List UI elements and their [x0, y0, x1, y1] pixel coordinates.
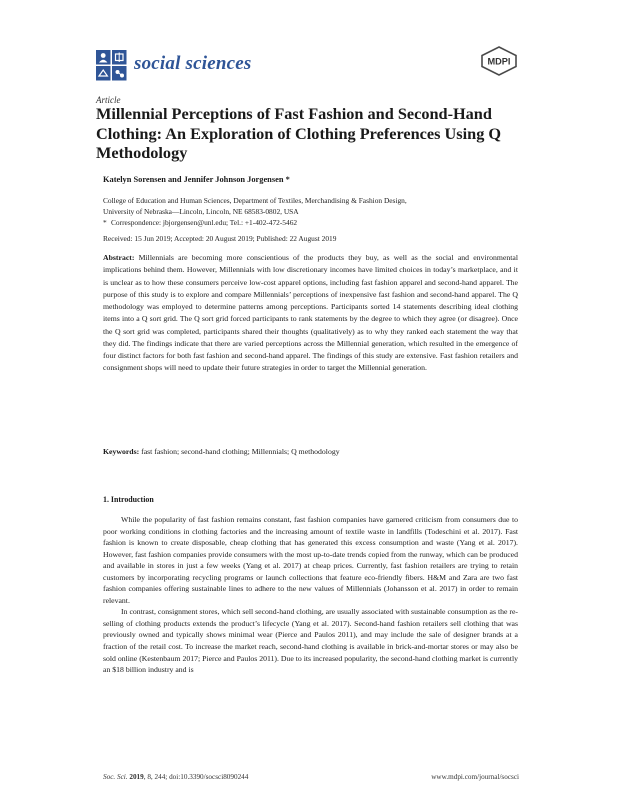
paragraph: In contrast, consignment stores, which sell second-hand clothing, are usually associated with sustainable consumption as the re-selling of clothing products extends the product’s lifecycle (Yang et al. 2017). Second-hand fashion retailers sell clothing that was previously owned and typically shows minimal wear (Pierce and Paulos 2011), and may include the sale of designer brands at a fraction of the retail cost. To increase the market reach, second-hand clothing is available in brick-and-mortar stores or may also be sold online (Kestenbaum 2017; Pierce and Paulos 2011). Due to its increased popularity, the second-hand clothing market is currently an $18 billion industry and is [103, 607, 518, 675]
journal-name: social sciences [134, 53, 252, 74]
journal-url: www.mdpi.com/journal/socsci [431, 773, 519, 781]
abstract-label: Abstract: [103, 253, 135, 262]
abstract [103, 252, 518, 375]
social-sciences-logo-icon [96, 50, 128, 82]
abstract-text: Millennials are becoming more conscientious of the products they buy, as well as the social and environmental implications behind them. However, Millennials with low discretionary incomes have limited choices in today’s marketplace, and it is unclear as to how these consumers perceive low-cost apparel options, including fast fashion apparel and second-hand apparel. The purpose of this study is to explore and compare Millennials’ perceptions of inexpensive fast fashion and second-hand apparel. The Q methodology was employed to determine patterns among perceptions. Participants sorted 14 statements describing ideal clothing items into a Q sort grid. The Q sort grid forced participants to rank statements by the degree to which they agree (or disagree). Once the Q sort grid was completed, participants shared their thoughts (qualitatively) as to why they ranked each statement the way that they did. The findings indicate that there are varied perceptions across the Millennial generation, which resulted in the emergence of four distinct factors for both fast fashion and second-hand apparel. The findings of this study are extensive. Fast fashion retailers and consignment shops will need to update their future strategies in order to target the Millennial generation. [103, 253, 519, 373]
citation-year: 2019 [129, 773, 144, 781]
keywords [103, 447, 518, 456]
affiliation-block [103, 196, 533, 228]
affiliation-line: College of Education and Human Sciences, Department of Textiles, Merchandising & Fashion Design, [103, 196, 407, 205]
article-title: Millennial Perceptions of Fast Fashion and Second-Hand Clothing: An Exploration of Clothing Preferences Using Q Methodology [96, 104, 502, 162]
publication-dates: Received: 15 Jun 2019; Accepted: 20 August 2019; Published: 22 August 2019 [103, 234, 337, 243]
paragraph: While the popularity of fast fashion remains constant, fast fashion companies have garnered criticism from consumers due to poor working conditions in clothing factories and the increasing amount of textile waste in landfills (Todeschini et al. 2017). Fast fashion is known to create disposable, cheap clothing that has generated this excess consumption and waste (Yang et al. 2017). However, fast fashion companies provide consumers with the most up-to-date trends copied from the runway, which can be produced and available in stores in just a few weeks (Yang et al. 2017) at cheap prices. Currently, fast fashion retailers are trying to retain customers by incorporating recycling programs or launch collections that feature eco-friendly fibers. H&M and Zara are two fast fashion companies offering sustainable lines to adhere to the new values of Millennials (Johansson et al. 2017) in order to remain relevant. [103, 515, 518, 605]
publisher-name: MDPI [487, 56, 511, 67]
citation-footer [103, 773, 248, 781]
citation-rest: , 8, 244; doi:10.3390/socsci8090244 [143, 773, 249, 781]
author-list: Katelyn Sorensen and Jennifer Johnson Jorgensen * [103, 175, 290, 184]
section-body [103, 514, 518, 676]
correspondence-text: Correspondence: jbjorgensen@unl.edu; Tel.: +1-402-472-5462 [111, 217, 298, 227]
section-heading: 1. Introduction [103, 495, 154, 504]
correspondence-marker: * [103, 217, 107, 227]
journal-abbrev: Soc. Sci. [103, 773, 128, 781]
keywords-text: fast fashion; second-hand clothing; Millennials; Q methodology [141, 447, 340, 456]
mdpi-logo-icon [478, 46, 520, 76]
keywords-label: Keywords: [103, 447, 140, 456]
affiliation-line: University of Nebraska—Lincoln, Lincoln, NE 68583-0802, USA [103, 206, 299, 216]
article-type: Article [96, 95, 121, 105]
correspondence [103, 218, 533, 229]
